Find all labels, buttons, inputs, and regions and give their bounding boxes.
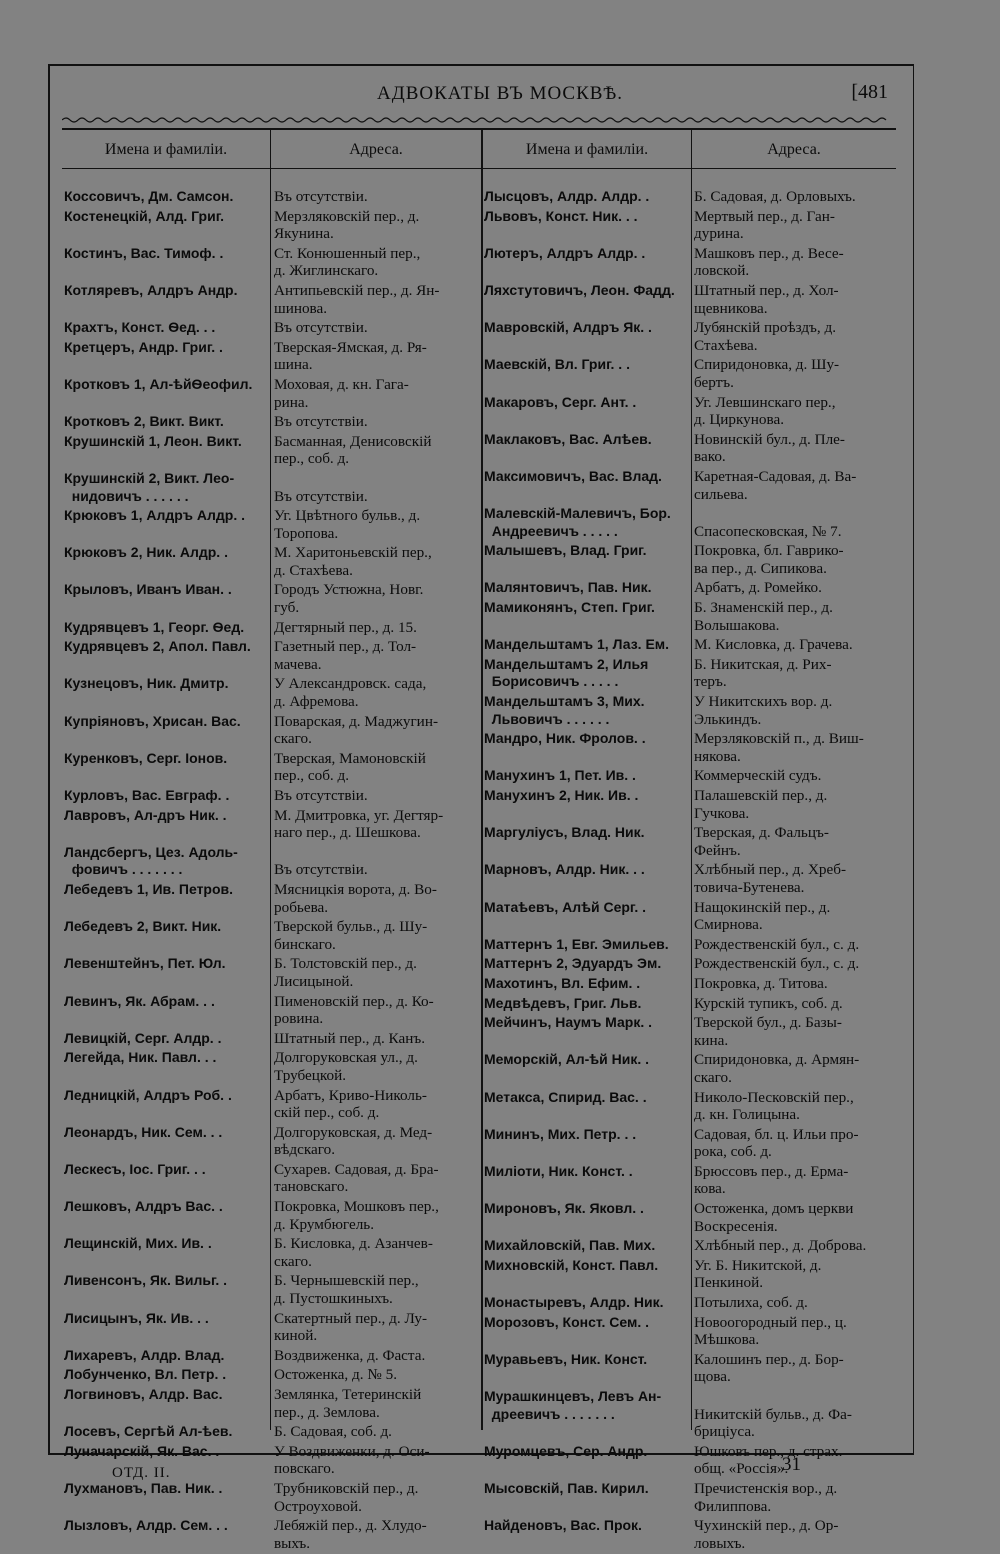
address: Машковъ пер., д. Весе- ловской. [694, 244, 844, 280]
address: Поварская, д. Маджугин- скаго. [274, 712, 438, 748]
person-name: Максимовичъ, Вас. Влад. [484, 467, 662, 484]
person-name: Мандельштамъ 2, Илья Борисовичъ . . . . . [484, 655, 649, 690]
person-name: Лебедевъ 2, Викт. Ник. [64, 918, 222, 935]
person-name: Лобунченко, Вл. Петр. . [64, 1366, 227, 1383]
address: Въ отсутствіи. [274, 861, 368, 879]
person-name: Найденовъ, Вас. Прок. [484, 1517, 642, 1534]
address: Уг. Левшинскаго пер., д. Циркунова. [694, 393, 836, 429]
address: Мясницкія ворота, д. Во- робьева. [274, 880, 437, 916]
address: У Воздвиженки, д. Оси- повскаго. [274, 1442, 430, 1478]
column-divider [481, 130, 483, 1430]
address: Штатный пер., д. Хол- щевникова. [694, 281, 839, 317]
person-name: Лещинскій, Мих. Ив. . [64, 1235, 212, 1252]
person-name: Кудрявцевъ 2, Апол. Павл. [64, 638, 251, 655]
address: Городъ Устюжна, Новг. губ. [274, 581, 424, 617]
person-name: Лавровъ, Ал-дръ Ник. . [64, 806, 227, 823]
address: Уг. Цвѣтного бульв., д. Торопова. [274, 507, 421, 542]
person-name: Кротковъ 2, Викт. Викт. [64, 413, 224, 430]
address: Новинскій бул., д. Пле- вако. [694, 430, 845, 466]
person-name: Крюковъ 2, Ник. Алдр. . [64, 544, 228, 561]
person-name: Левинъ, Як. Абрам. . . [64, 992, 215, 1009]
address: Долгоруковская, д. Мед- вѣдскаго. [274, 1123, 433, 1159]
address: Арбатъ, Криво-Николь- скій пер., соб. д. [274, 1086, 427, 1122]
person-name: Макаровъ, Серг. Ант. . [484, 393, 637, 410]
address: Рождественскій бул., с. д. [694, 955, 860, 973]
address: Сухарев. Садовая, д. Бра- тановскаго. [274, 1160, 439, 1196]
person-name: Лосевъ, Сергѣй Ал-ѣев. [64, 1423, 233, 1440]
address: Б. Знаменскій пер., д. Волышакова. [694, 599, 833, 634]
person-name: Лисицынъ, Як. Ив. . . [64, 1309, 209, 1326]
address: Землянка, Тетеринскій пер., д. Землова. [274, 1386, 422, 1421]
person-name: Муромцевъ, Сер. Андр. [484, 1442, 648, 1459]
person-name: Левенштейнъ, Пет. Юл. [64, 955, 226, 972]
address: Спиридоновка, д. Шу- бертъ. [694, 356, 840, 391]
person-name: Ляхстутовичъ, Леон. Фадд. [484, 281, 675, 298]
right-name-column [484, 188, 694, 1554]
address: Коммерческій судъ. [694, 767, 822, 785]
person-name: Лысцовъ, Алдр. Алдр. . [484, 188, 650, 204]
column-header-addresses-left: Адреса. [349, 141, 403, 158]
person-name: Кудрявцевъ 1, Георг. Ѳед. [64, 618, 245, 635]
person-name: Курловъ, Вас. Евграф. . [64, 787, 230, 803]
ornamental-wavy-rule [62, 115, 896, 125]
address: Въ отсутствіи. [274, 413, 368, 431]
address: Мертвый пер., д. Ган- дурина. [694, 207, 835, 243]
person-name: Крюковъ 1, Алдръ Алдр. . [64, 507, 245, 524]
page-number: [481 [851, 81, 888, 103]
address: Юшковъ пер., д. страх. общ. «Россія». [694, 1442, 843, 1478]
person-name: Матаѣевъ, Алѣй Серг. . [484, 898, 647, 915]
person-name: Котляревъ, Алдръ Андр. [64, 281, 238, 298]
address: Нащокинскій пер., д. Смирнова. [694, 898, 831, 934]
person-name: Коссовичъ, Дм. Самсон. [64, 188, 234, 204]
address: Мерзляковскій пер., д. Якунина. [274, 207, 420, 243]
address: Трубниковскій пер., д. Остроуховой. [274, 1479, 419, 1515]
person-name: Кротковъ 1, Ал-ѣйѲеофил. [64, 375, 253, 392]
header-bottom-rule [62, 168, 896, 169]
address: Потылиха, соб. д. [694, 1294, 808, 1312]
address: Хлѣбный пер., д. Хреб- товича-Бутенева. [694, 861, 847, 896]
address: Арбатъ, д. Ромейко. [694, 579, 822, 597]
person-name: Лихаревъ, Алдр. Влад. [64, 1346, 225, 1363]
address: М. Дмитровка, уг. Дегтяр- наго пер., д. Шешкова. [274, 806, 444, 842]
person-name: Мавровскій, Алдръ Як. . [484, 319, 652, 336]
address: Б. Садовая, соб. д. [274, 1423, 392, 1441]
address: Курскій тупикъ, соб. д. [694, 994, 843, 1012]
address: Чухинскій пер., д. Ор- ловыхъ. [694, 1517, 839, 1552]
person-name: Манухинъ 2, Ник. Ив. . [484, 787, 639, 803]
address: Тверской бул., д. Базы- кина. [694, 1014, 842, 1049]
address: Пименовскій пер., д. Ко- ровина. [274, 992, 434, 1028]
person-name: Костенецкій, Алд. Григ. [64, 207, 225, 224]
person-name: Медвѣдевъ, Григ. Льв. [484, 994, 642, 1011]
address: Б. Кисловка, д. Азанчев- скаго. [274, 1235, 433, 1270]
address: У Александровск. сада, д. Афремова. [274, 675, 427, 711]
person-name: Мандро, Ник. Фролов. . [484, 730, 646, 747]
address: Садовая, бл. ц. Ильи про- рока, соб. д. [694, 1125, 859, 1161]
address: Тверская-Ямская, д. Ря- шина. [274, 338, 427, 374]
person-name: Кретцеръ, Андр. Григ. . [64, 338, 223, 355]
person-name: Лызловъ, Алдр. Сем. . . [64, 1517, 228, 1534]
person-name: Крахтъ, Конст. Ѳед. . . [64, 319, 216, 336]
address: Б. Толстовскій пер., д. Лисицыной. [274, 955, 417, 990]
person-name: Мандельштамъ 3, Мих. Львовичъ . . . . . . [484, 693, 645, 727]
address: Б. Чернышевскій пер., д. Пустошкиныхъ. [274, 1272, 419, 1308]
address: Уг. Б. Никитской, д. Пенкиной. [694, 1256, 822, 1292]
person-name: Махотинъ, Вл. Ефим. . [484, 974, 641, 991]
address: Долгоруковская ул., д. Трубецкой. [274, 1049, 418, 1084]
person-name: Маттернъ 1, Евг. Эмильев. [484, 935, 669, 952]
person-name: Маевскій, Вл. Григ. . . [484, 356, 630, 373]
address: Тверская, Мамоновскій пер., соб. д. [274, 749, 426, 785]
left-name-column [64, 188, 274, 1554]
section-label: ОТД. II. [112, 1465, 171, 1481]
person-name: Костинъ, Вас. Тимоф. . [64, 244, 224, 261]
address: Басманная, Денисовскій пер., соб. д. [274, 432, 432, 468]
person-name: Маклаковъ, Вас. Алѣев. [484, 430, 652, 447]
person-name: Миліоти, Ник. Конст. . [484, 1162, 633, 1179]
address: Лебяжій пер., д. Хлудо- выхъ. [274, 1517, 427, 1552]
column-header-names-right: Имена и фамиліи. [525, 141, 649, 158]
person-name: Муравьевъ, Ник. Конст. [484, 1350, 648, 1367]
address: Покровка, бл. Гаврико- ва пер., д. Сипикова. [694, 542, 844, 577]
person-name: Меморскій, Ал-ѣй Ник. . [484, 1051, 649, 1068]
person-name: Маргуліусъ, Влад. Ник. [484, 824, 645, 841]
address: Воздвиженка, д. Фаста. [274, 1346, 426, 1364]
person-name: Куренковъ, Серг. Іонов. [64, 749, 228, 766]
address: Палашевскій пер., д. Гучкова. [694, 787, 828, 822]
person-name: Львовъ, Конст. Ник. . . [484, 207, 638, 224]
column-header-addresses-right: Адреса. [767, 141, 821, 158]
address: Дегтярный пер., д. 15. [274, 618, 417, 636]
address: М. Харитоньевскій пер., д. Стахѣева. [274, 544, 432, 579]
person-name: Ледницкій, Алдръ Роб. . [64, 1086, 232, 1103]
person-name: Манухинъ 1, Пет. Ив. . [484, 767, 636, 784]
address: Въ отсутствіи. [274, 319, 368, 337]
person-name: Кузнецовъ, Ник. Дмитр. [64, 675, 229, 692]
address: Моховая, д. кн. Гага- рина. [274, 375, 409, 411]
person-name: Малянтовичъ, Пав. Ник. [484, 579, 652, 596]
person-name: Лескесъ, Іос. Григ. . . [64, 1160, 206, 1177]
right-address-column [694, 188, 898, 1554]
person-name: Мироновъ, Як. Яковл. . [484, 1200, 644, 1217]
address: Антипьевскій пер., д. Ян- шинова. [274, 281, 440, 317]
address: Брюссовъ пер., д. Ерма- кова. [694, 1162, 849, 1198]
address: Штатный пер., д. Канъ. [274, 1029, 426, 1047]
person-name: Леонардъ, Ник. Сем. . . [64, 1123, 223, 1140]
header-top-rule [62, 128, 896, 130]
person-name: Морозовъ, Конст. Сем. . [484, 1313, 650, 1330]
address: Въ отсутствіи. [274, 188, 368, 205]
address: Спасопесковская, № 7. [694, 522, 842, 540]
address: Тверская, д. Фальцъ- Фейнъ. [694, 824, 829, 859]
person-name: Малышевъ, Влад. Григ. [484, 542, 647, 559]
person-name: Купріяновъ, Хрисан. Вас. [64, 712, 241, 729]
address: Новоогородный пер., ц. Мѣшкова. [694, 1313, 847, 1349]
person-name: Маттернъ 2, Эдуардъ Эм. [484, 955, 662, 972]
sheet-number: 31 [782, 1454, 801, 1475]
person-name: Крыловъ, Иванъ Иван. . [64, 581, 232, 598]
address: Спиридоновка, д. Армян- скаго. [694, 1051, 860, 1086]
person-name: Крушинскій 2, Викт. Лео- нидовичъ . . . . . . [64, 469, 235, 504]
person-name: Михайловскій, Пав. Мих. [484, 1237, 656, 1254]
address: У Никитскихъ вор. д. Элькиндъ. [694, 693, 833, 728]
person-name: Мандельштамъ 1, Лаз. Ем. [484, 636, 670, 653]
person-name: Лешковъ, Алдръ Вас. . [64, 1198, 223, 1215]
address: Остоженка, д. № 5. [274, 1366, 398, 1384]
address: Скатертный пер., д. Лу- киной. [274, 1309, 428, 1345]
address: Мерзляковскій п., д. Виш- някова. [694, 730, 864, 765]
person-name: Легейда, Ник. Павл. . . [64, 1049, 217, 1066]
address: Рождественскій бул., с. д. [694, 935, 860, 953]
address: Лубянскій проѣздъ, д. Стахѣева. [694, 319, 837, 354]
address: Газетный пер., д. Тол- мачева. [274, 638, 417, 673]
address: Никитскій бульв., д. Фа- бриціуса. [694, 1405, 852, 1441]
address: Пречистенскія вор., д. Филиппова. [694, 1479, 838, 1515]
person-name: Мамиконянъ, Степ. Григ. [484, 599, 655, 616]
address: Каретная-Садовая, д. Ва- сильева. [694, 467, 857, 503]
address: Остоженка, домъ церкви Воскресенія. [694, 1200, 854, 1235]
person-name: Лебедевъ 1, Ив. Петров. [64, 880, 234, 897]
person-name: Метакса, Спирид. Вас. . [484, 1088, 647, 1105]
address: Калошинъ пер., д. Бор- щова. [694, 1350, 844, 1386]
person-name: Ландсбергъ, Цез. Адоль- фовичъ . . . . . . . [64, 843, 238, 878]
page-title: АДВОКАТЫ ВЪ МОСКВѢ. [377, 83, 623, 104]
person-name: Левицкій, Серг. Алдр. . [64, 1029, 222, 1046]
address: Б. Садовая, д. Орловыхъ. [694, 188, 856, 205]
address: Покровка, д. Титова. [694, 974, 828, 992]
address: Б. Никитская, д. Рих- теръ. [694, 655, 832, 691]
left-address-column [274, 188, 478, 1554]
person-name: Мысовскій, Пав. Кирил. [484, 1479, 649, 1496]
address: Ст. Конюшенный пер., д. Жиглинскаго. [274, 244, 421, 280]
address: Тверской бульв., д. Шу- бинскаго. [274, 918, 428, 953]
person-name: Марновъ, Алдр. Ник. . . [484, 861, 645, 878]
person-name: Мейчинъ, Наумъ Марк. . [484, 1014, 653, 1031]
person-name: Крушинскій 1, Леон. Викт. [64, 432, 242, 449]
person-name: Ливенсонъ, Як. Вильг. . [64, 1272, 228, 1289]
address: Въ отсутствіи. [274, 487, 368, 505]
person-name: Лютеръ, Алдръ Алдр. . [484, 244, 646, 261]
address: Покровка, Мошковъ пер., д. Крумбюгель. [274, 1198, 439, 1233]
address: Хлѣбный пер., д. Доброва. [694, 1237, 867, 1255]
person-name: Логвиновъ, Алдр. Вас. [64, 1386, 223, 1402]
person-name: Мурашкинцевъ, Левъ Ан- дреевичъ . . . . . . . [484, 1388, 662, 1422]
address: Николо-Песковскій пер., д. кн. Голицына. [694, 1088, 854, 1124]
person-name: Монастыревъ, Алдр. Ник. [484, 1294, 664, 1311]
address: Въ отсутствіи. [274, 787, 368, 804]
person-name: Мининъ, Мих. Петр. . . [484, 1125, 637, 1142]
person-name: Михновскій, Конст. Павл. [484, 1256, 659, 1273]
address: М. Кисловка, д. Грачева. [694, 636, 853, 654]
person-name: Малевскій-Малевичъ, Бор. Андреевичъ . . . . . [484, 505, 671, 539]
column-header-names-left: Имена и фамиліи. [104, 141, 228, 158]
person-name: Лухмановъ, Пав. Ник. . [64, 1479, 223, 1496]
person-name: Луначарскій, Як. Вас. . [64, 1442, 220, 1459]
